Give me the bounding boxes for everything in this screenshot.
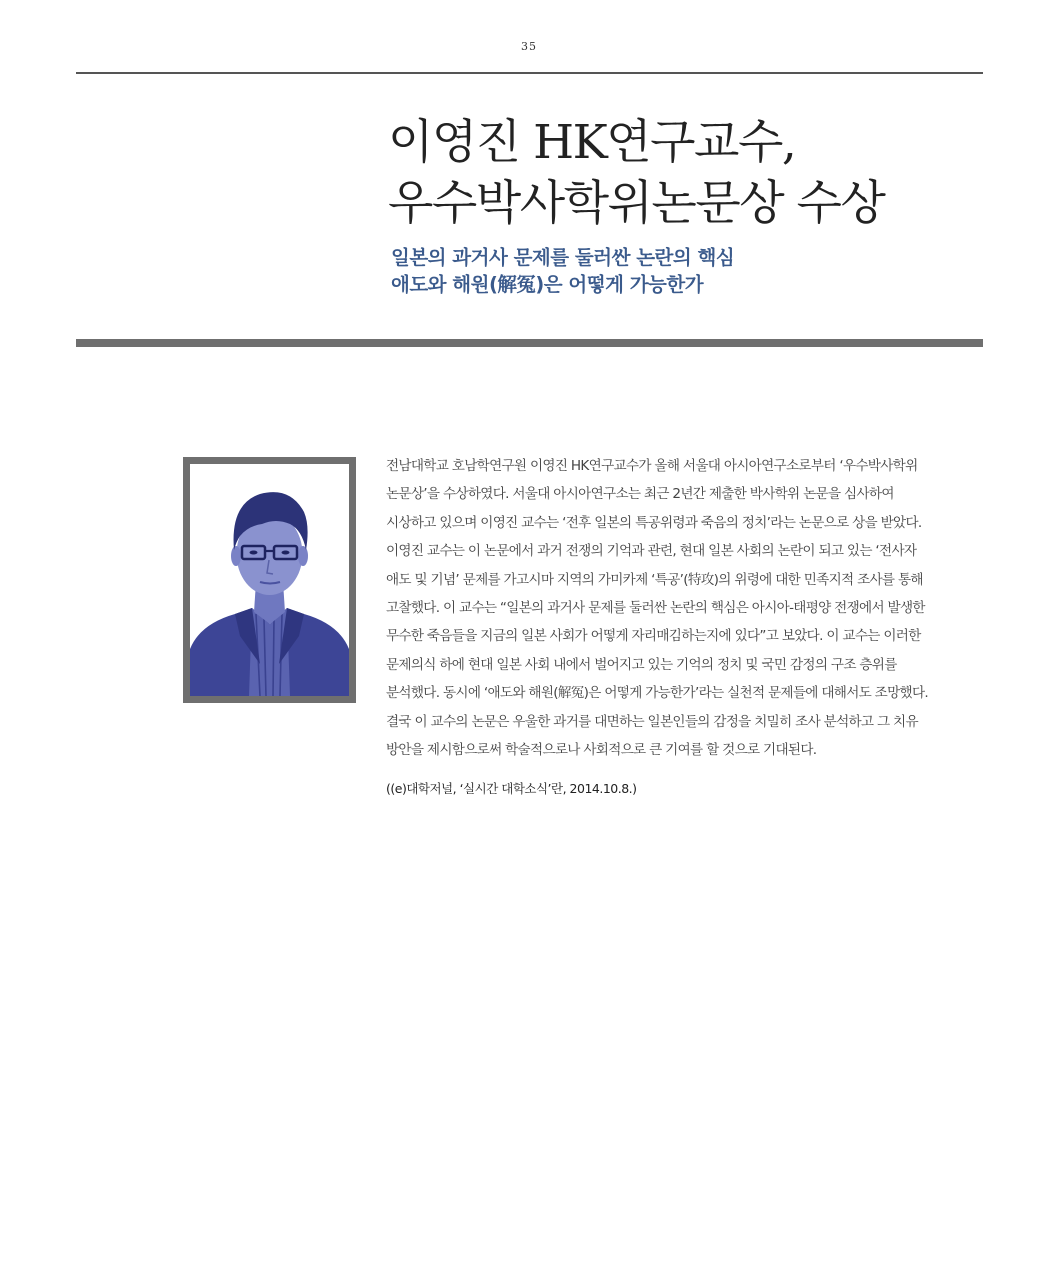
body-line: 문제의식 하에 현대 일본 사회 내에서 벌어지고 있는 기억의 정치 및 국민 감정의 구조 층위를: [386, 656, 897, 673]
top-divider: [76, 72, 983, 74]
article-subtitle: [391, 244, 991, 298]
subtitle-line-2: 애도와 해원(解冤)은 어떻게 가능한가: [391, 273, 704, 296]
source-citation: ((e)대학저널, ‘실시간 대학소식’란, 2014.10.8.): [386, 781, 637, 796]
portrait-frame: [183, 457, 356, 703]
portrait-photo: [190, 464, 349, 696]
article-title: [388, 112, 1008, 234]
body-line: 분석했다. 동시에 ‘애도와 해원(解冤)은 어떻게 가능한가’라는 실천적 문제들에 대해서도 조망했다.: [386, 685, 929, 702]
section-divider: [76, 339, 983, 347]
body-line: 애도 및 기념’ 문제를 가고시마 지역의 가미카제 ‘특공’(特攻)의 위령에 대한 민족지적 조사를 통해: [386, 571, 923, 588]
body-line: 결국 이 교수의 논문은 우울한 과거를 대면하는 일본인들의 감정을 치밀히 조사 분석하고 그 치유: [386, 713, 918, 730]
title-line-1: 이영진 HK연구교수,: [388, 115, 796, 170]
body-line: 무수한 죽음들을 지금의 일본 사회가 어떻게 자리매김하는지에 있다”고 보았다. 이 교수는 이러한: [386, 628, 921, 645]
body-line: 전남대학교 호남학연구원 이영진 HK연구교수가 올해 서울대 아시아연구소로부터 ‘우수박사학위: [386, 458, 918, 474]
subtitle-line-1: 일본의 과거사 문제를 둘러싼 논란의 핵심: [391, 246, 735, 269]
body-line: 방안을 제시함으로써 학술적으로나 사회적으로 큰 기여를 할 것으로 기대된다.: [386, 742, 817, 759]
page-number: 35: [521, 40, 537, 53]
body-line: 이영진 교수는 이 논문에서 과거 전쟁의 기억과 관련, 현대 일본 사회의 논란이 되고 있는 ‘전사자: [386, 543, 917, 560]
title-line-2: 우수박사학위논문상 수상: [388, 176, 885, 231]
body-line: 논문상’을 수상하였다. 서울대 아시아연구소는 최근 2년간 제출한 박사학위 논문을 심사하여: [386, 486, 894, 503]
body-line: 고찰했다. 이 교수는 “일본의 과거사 문제를 둘러싼 논란의 핵심은 아시아-태평양 전쟁에서 발생한: [386, 600, 925, 617]
body-line: 시상하고 있으며 이영진 교수는 ‘전후 일본의 특공위령과 죽음의 정치’라는 논문으로 상을 받았다.: [386, 514, 922, 531]
article-body: [386, 452, 986, 764]
portrait-illustration: [190, 464, 349, 696]
